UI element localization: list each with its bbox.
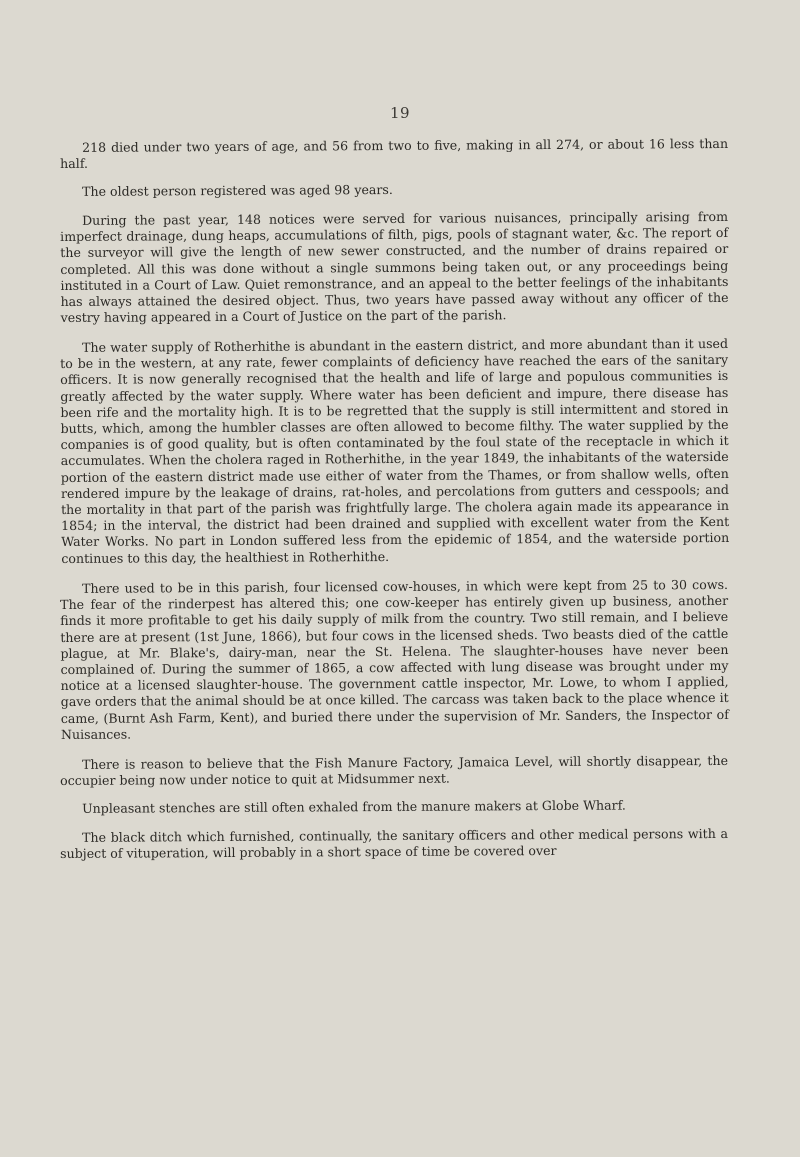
paragraph-black-ditch: The black ditch which furnished, continually, the sanitary officers and other medical persons with a subject of vituperation, will probably in a short space of time be covered over xyxy=(60,825,729,861)
page-number: 19 xyxy=(389,104,411,122)
paragraph-deaths-under-five: 218 died under two years of age, and 56 from two to five, making in all 274, or about 16 less than half. xyxy=(60,135,729,172)
paragraph-cow-houses: There used to be in this parish, four licensed cow-houses, in which were kept from 25 to 30 cows. The fear of the rinderpest has altered this; one cow-keeper has entirely given up business, another finds it more profitable to get his daily supply of milk from the country. Two still remain, and I believe there are at present (1st June, 1866), but four cows in the licensed sheds. Two beasts died of the cattle plague, at Mr. Blake's, dairy-man, near the St. Helena. The slaughter-houses have never been complained of. During the summer of 1865, a cow affected with lung disease was brought under my notice at a licensed slaughter-house. The government cattle inspector, Mr. Lowe, to whom I applied, gave orders that the animal should be at once killed. The carcass was taken back to the place whence it came, (Burnt Ash Farm, Kent), and buried there under the supervision of Mr. Sanders, the Inspector of Nuisances. xyxy=(60,576,729,742)
body-text xyxy=(60,135,730,876)
paragraph-fish-manure-factory: There is reason to believe that the Fish Manure Factory, Jamaica Level, will shortly disappear, the occupier being now under notice to quit at Midsummer next. xyxy=(60,752,729,789)
paragraph-globe-wharf: Unpleasant stenches are still often exhaled from the manure makers at Globe Wharf. xyxy=(81,797,626,817)
paragraph-water-supply: The water supply of Rotherhithe is abundant in the eastern district, and more abundant than it used to be in the western, at any rate, fewer complaints of deficiency have reached the ears of the sanitary officers. It is now generally recognised that the health and life of large and populous communities is greatly affected by the water supply. Where water has been deficient and impure, there disease has been rife and the mortality high. It is to be regretted that the supply is still intermittent and stored in butts, which, among the humbler classes are often allowed to become filthy. The water supplied by the companies is of good quality, but is often contaminated by the foul state of the receptacle in which it accumulates. When the cholera raged in Rotherhithe, in the year 1849, the inhabitants of the waterside portion of the eastern district made use either of water from the Thames, or from shallow wells, often rendered impure by the leakage of drains, rat-holes, and percolations from gutters and cesspools; and the mortality in that part of the parish was frightfully large. The cholera again made its appearance in 1854; in the interval, the district had been drained and supplied with excellent water from the Kent Water Works. No part in London suffered less from the epidemic of 1854, and the waterside portion continues to this day, the healthiest in Rotherhithe. xyxy=(60,335,730,566)
paragraph-oldest-person: The oldest person registered was aged 98 years. xyxy=(81,182,393,200)
paragraph-nuisance-notices: During the past year, 148 notices were served for various nuisances, principally arising from imperfect drainage, dung heaps, accumulations of filth, pigs, pools of stagnant water, &c. The report of the surveyor will give the length of new sewer constructed, and the number of drains repaired or completed. All this was done without a single summons being taken out, or any proceedings being instituted in a Court of Law. Quiet remonstrance, and an appeal to the better feelings of the inhabitants has always attained the desired object. Thus, two years have passed away without any officer of the vestry having appeared in a Court of Justice on the part of the parish. xyxy=(60,208,729,325)
